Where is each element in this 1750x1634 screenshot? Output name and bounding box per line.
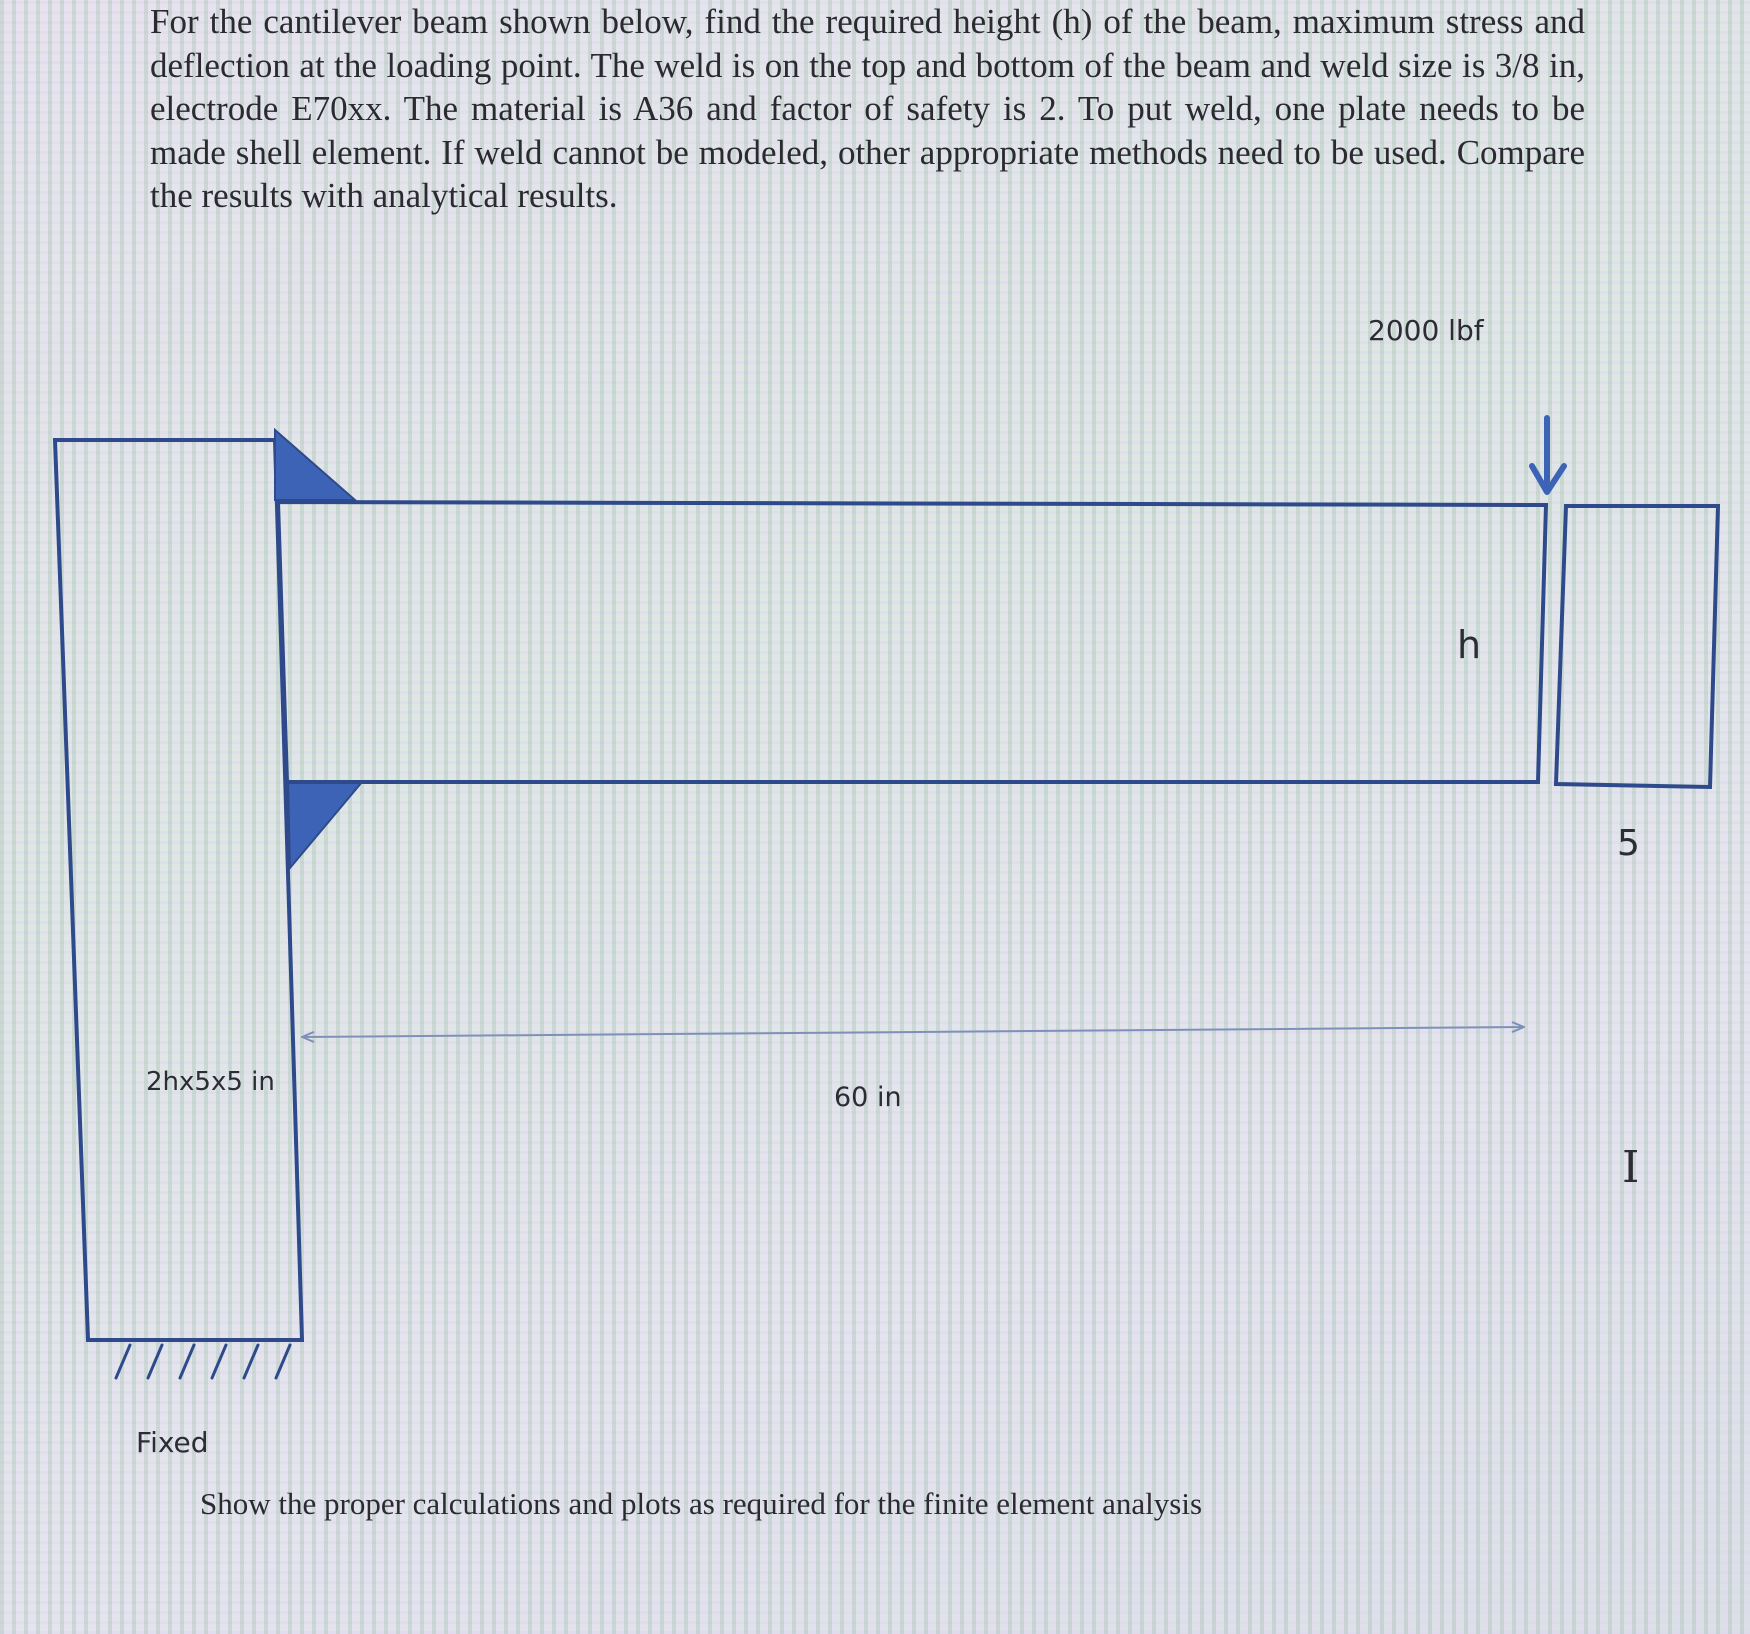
plate-label: 2hx5x5 in — [146, 1067, 275, 1097]
fixed-support-hatching — [116, 1345, 290, 1378]
beam-cross-section — [1556, 506, 1718, 787]
height-label: h — [1457, 623, 1482, 667]
fixed-support-label: Fixed — [136, 1426, 209, 1459]
support-plate — [55, 440, 302, 1340]
length-dimension-line — [302, 1027, 1524, 1037]
load-arrow — [1532, 418, 1564, 492]
beam-body — [278, 502, 1546, 782]
width-label: 5 — [1617, 823, 1640, 864]
top-weld-fillet — [275, 430, 355, 500]
bottom-weld-fillet — [288, 782, 362, 868]
load-label: 2000 lbf — [1368, 314, 1484, 347]
section-label: I — [1622, 1142, 1640, 1193]
length-label: 60 in — [834, 1082, 902, 1113]
problem-statement: For the cantilever beam shown below, find the required height (h) of the beam, maximum stress and deflection at the loading point. The weld is on the top and bottom of the beam and weld size is 3/8 in, electrode E70xx. The material is A36 and factor of safety is 2. To put weld, one plate needs to be made shell element. If weld cannot be modeled, other appropriate methods need to be used. Compare the results with analytical results. — [150, 2, 1585, 215]
footer-note: Show the proper calculations and plots as required for the finite element analysis — [200, 1486, 1203, 1521]
